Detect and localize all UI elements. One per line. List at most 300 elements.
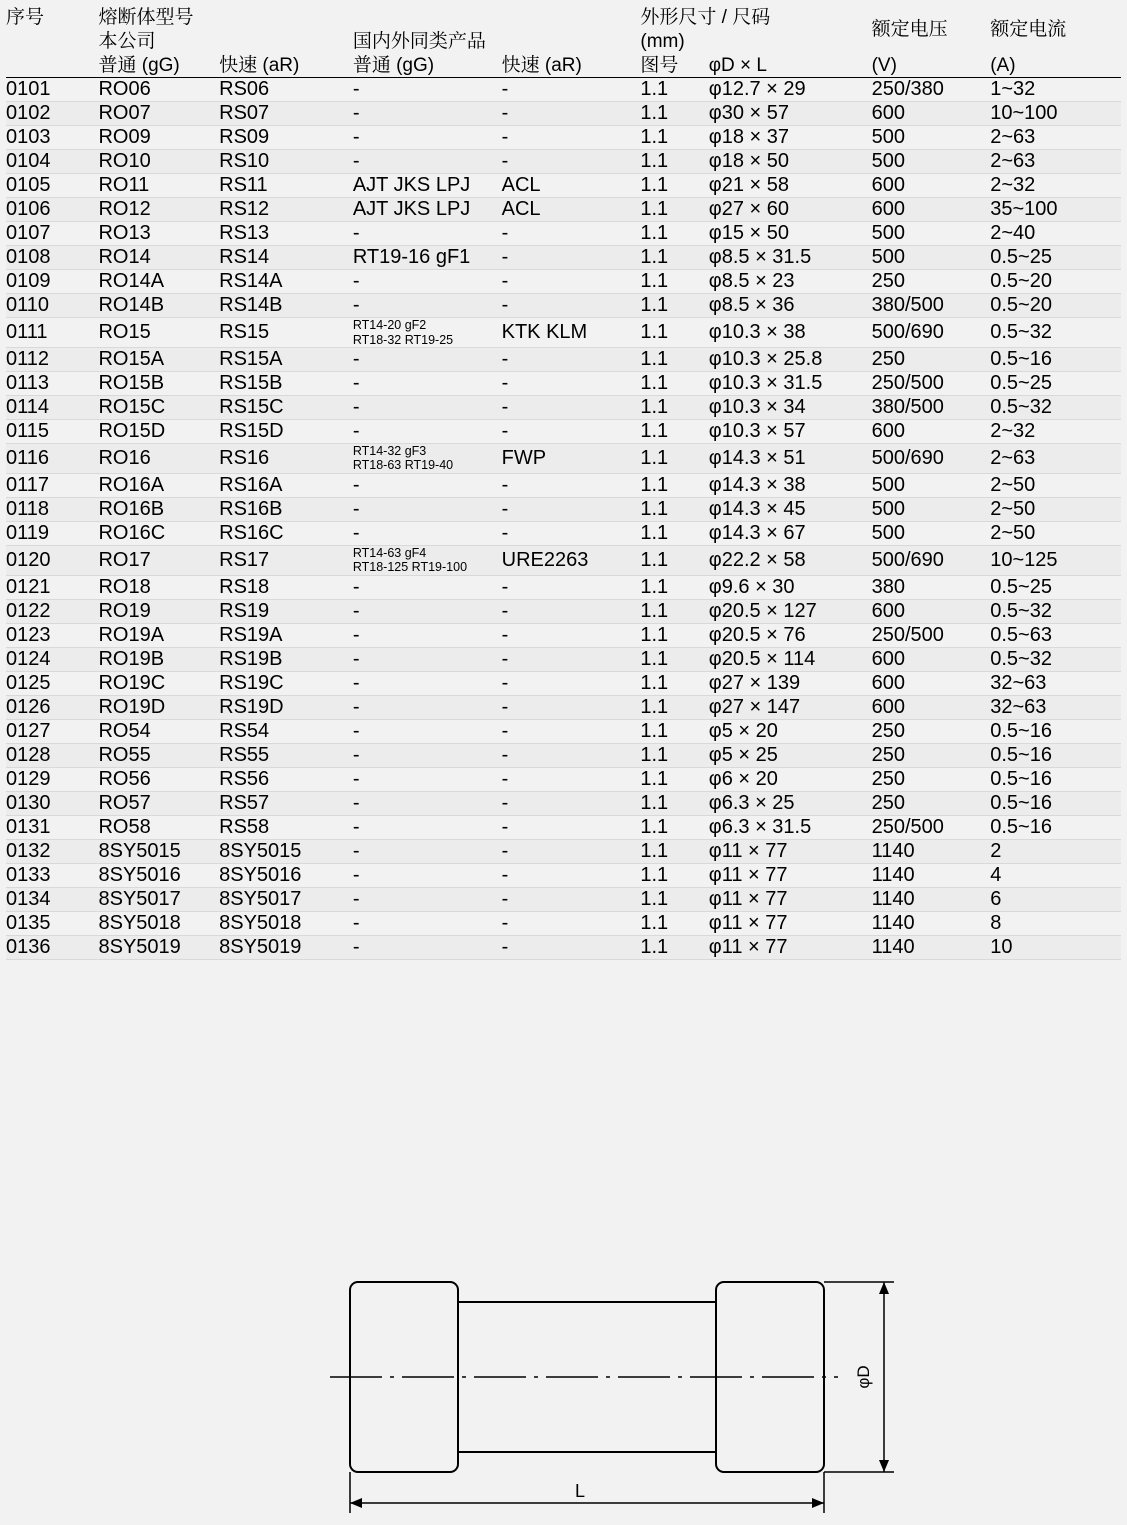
- cell-fig-no: 1.1: [640, 126, 708, 150]
- cell-dimension: φ21 × 58: [709, 174, 872, 198]
- cell-ar-company: RS15: [219, 318, 353, 348]
- cell-dimension: φ18 × 37: [709, 126, 872, 150]
- cell-dimension: φ6.3 × 25: [709, 791, 872, 815]
- cell-gg-other: -: [353, 671, 502, 695]
- cell-ar-other: ACL: [502, 198, 641, 222]
- cell-dimension: φ14.3 × 67: [709, 521, 872, 545]
- cell-ar-company: RS13: [219, 222, 353, 246]
- cell-fig-no: 1.1: [640, 150, 708, 174]
- cell-current: 0.5~16: [990, 791, 1121, 815]
- cell-gg-company: 8SY5018: [98, 911, 219, 935]
- cell-ar-company: RS19D: [219, 695, 353, 719]
- cell-ar-company: RS07: [219, 102, 353, 126]
- table-row: [6, 863, 1121, 887]
- header-normal-gg-1: 普通 (gG): [98, 54, 180, 76]
- cell-current: 0.5~32: [990, 647, 1121, 671]
- cell-current: 0.5~20: [990, 270, 1121, 294]
- cell-gg-other: -: [353, 270, 502, 294]
- cell-fig-no: 1.1: [640, 78, 708, 102]
- cell-gg-company: RO55: [98, 743, 219, 767]
- cell-gg-other: -: [353, 695, 502, 719]
- cell-ar-other: -: [502, 420, 641, 444]
- cell-dimension: φ22.2 × 58: [709, 545, 872, 575]
- cell-fig-no: 1.1: [640, 839, 708, 863]
- cell-fig-no: 1.1: [640, 863, 708, 887]
- cell-voltage: 250: [872, 719, 991, 743]
- cell-voltage: 600: [872, 174, 991, 198]
- cell-ar-other: -: [502, 150, 641, 174]
- cell-gg-other: -: [353, 935, 502, 959]
- cell-voltage: 500: [872, 126, 991, 150]
- length-label: L: [574, 1481, 586, 1501]
- table-row: [6, 671, 1121, 695]
- cell-ar-other: -: [502, 348, 641, 372]
- cell-current: 2~63: [990, 126, 1121, 150]
- cell-gg-other: -: [353, 521, 502, 545]
- cell-ar-other: -: [502, 270, 641, 294]
- cell-gg-company: RO06: [98, 78, 219, 102]
- cell-gg-company: RO14: [98, 246, 219, 270]
- cell-current: 0.5~25: [990, 372, 1121, 396]
- header-our-company: 本公司: [98, 30, 156, 52]
- cell-dimension: φ20.5 × 127: [709, 599, 872, 623]
- cell-gg-other: [353, 318, 502, 348]
- cell-fig-no: 1.1: [640, 545, 708, 575]
- table-row: [6, 174, 1121, 198]
- cell-gg-other: RT19-16 gF1: [353, 246, 502, 270]
- cell-dimension: φ14.3 × 51: [709, 444, 872, 474]
- cell-ar-company: RS16C: [219, 521, 353, 545]
- cell-dimension: φ11 × 77: [709, 911, 872, 935]
- cell-fig-no: 1.1: [640, 575, 708, 599]
- cell-dimension: φ15 × 50: [709, 222, 872, 246]
- cell-gg-company: RO19: [98, 599, 219, 623]
- cell-no: 0104: [6, 150, 98, 174]
- cell-gg-other: -: [353, 420, 502, 444]
- cell-fig-no: 1.1: [640, 270, 708, 294]
- cell-current: 0.5~32: [990, 396, 1121, 420]
- cell-ar-company: RS06: [219, 78, 353, 102]
- cell-gg-other-line2: RT18-125 RT19-100: [352, 560, 468, 575]
- cell-no: 0105: [6, 174, 98, 198]
- cell-no: 0106: [6, 198, 98, 222]
- cell-ar-company: RS58: [219, 815, 353, 839]
- cell-dimension: φ10.3 × 34: [709, 396, 872, 420]
- cell-current: 2~50: [990, 521, 1121, 545]
- cell-fig-no: 1.1: [640, 348, 708, 372]
- fuse-specification-table: [6, 0, 1121, 960]
- cell-ar-other: -: [502, 887, 641, 911]
- cell-fig-no: 1.1: [640, 174, 708, 198]
- cell-current: 0.5~63: [990, 623, 1121, 647]
- cell-no: 0129: [6, 767, 98, 791]
- cell-fig-no: 1.1: [640, 396, 708, 420]
- cell-dimension: φ9.6 × 30: [709, 575, 872, 599]
- cell-ar-other: -: [502, 719, 641, 743]
- cell-voltage: 500: [872, 521, 991, 545]
- cell-voltage: 250/380: [872, 78, 991, 102]
- cell-ar-company: RS16B: [219, 497, 353, 521]
- header-same-products: 国内外同类产品: [352, 30, 486, 52]
- cell-fig-no: 1.1: [640, 671, 708, 695]
- cell-gg-other-line1: RT14-32 gF3: [352, 444, 427, 458]
- cell-ar-other: -: [502, 126, 641, 150]
- cell-ar-other: -: [502, 623, 641, 647]
- cell-gg-company: 8SY5016: [98, 863, 219, 887]
- cell-ar-company: RS10: [219, 150, 353, 174]
- cell-dimension: φ11 × 77: [709, 935, 872, 959]
- cell-ar-company: RS57: [219, 791, 353, 815]
- cell-gg-company: RO09: [98, 126, 219, 150]
- table-row: [6, 599, 1121, 623]
- cell-ar-other: -: [502, 575, 641, 599]
- header-fast-ar-2: 快速 (aR): [501, 54, 582, 76]
- header-model-group: 熔断体型号: [98, 7, 194, 28]
- cell-voltage: 600: [872, 695, 991, 719]
- cell-gg-company: RO19C: [98, 671, 219, 695]
- cell-ar-other: -: [502, 935, 641, 959]
- cell-gg-other: -: [353, 815, 502, 839]
- cell-gg-company: RO58: [98, 815, 219, 839]
- cell-current: 2~63: [990, 150, 1121, 174]
- cell-current: 2~32: [990, 174, 1121, 198]
- cell-dimension: φ5 × 20: [709, 719, 872, 743]
- cell-ar-company: RS19B: [219, 647, 353, 671]
- cell-voltage: 250/500: [872, 372, 991, 396]
- cell-gg-other-line2: RT18-32 RT19-25: [352, 332, 454, 347]
- cell-ar-other: URE2263: [502, 545, 641, 575]
- cell-voltage: 600: [872, 420, 991, 444]
- cell-current: 32~63: [990, 695, 1121, 719]
- diameter-label: φD: [854, 1365, 873, 1389]
- cell-current: 2~50: [990, 473, 1121, 497]
- cell-fig-no: 1.1: [640, 246, 708, 270]
- cell-ar-other: -: [502, 396, 641, 420]
- cell-dimension: φ11 × 77: [709, 863, 872, 887]
- cell-gg-company: RO19B: [98, 647, 219, 671]
- cell-ar-other: -: [502, 647, 641, 671]
- cell-no: 0111: [6, 318, 98, 348]
- cell-fig-no: 1.1: [640, 647, 708, 671]
- table-row: [6, 294, 1121, 318]
- cell-gg-company: RO16: [98, 444, 219, 474]
- cell-fig-no: 1.1: [640, 935, 708, 959]
- cell-ar-company: RS11: [219, 174, 353, 198]
- cell-voltage: 250: [872, 767, 991, 791]
- cell-no: 0119: [6, 521, 98, 545]
- cell-dimension: φ20.5 × 114: [709, 647, 872, 671]
- cell-fig-no: 1.1: [640, 222, 708, 246]
- cell-ar-other: -: [502, 911, 641, 935]
- cell-ar-company: RS19: [219, 599, 353, 623]
- table-row: [6, 348, 1121, 372]
- cell-gg-other-line2: RT18-63 RT19-40: [352, 458, 454, 473]
- cell-gg-company: RO16C: [98, 521, 219, 545]
- cell-dimension: φ27 × 139: [709, 671, 872, 695]
- diameter-arrow-top: [879, 1282, 889, 1294]
- cell-fig-no: 1.1: [640, 767, 708, 791]
- cell-ar-company: RS19A: [219, 623, 353, 647]
- cell-ar-other: -: [502, 599, 641, 623]
- table-row: [6, 270, 1121, 294]
- cell-voltage: 600: [872, 198, 991, 222]
- cell-no: 0121: [6, 575, 98, 599]
- cell-voltage: 250/500: [872, 815, 991, 839]
- cell-voltage: 500: [872, 246, 991, 270]
- cell-dimension: φ11 × 77: [709, 887, 872, 911]
- cell-gg-company: RO15C: [98, 396, 219, 420]
- cell-ar-company: RS14B: [219, 294, 353, 318]
- cell-gg-company: RO54: [98, 719, 219, 743]
- cell-ar-company: 8SY5016: [219, 863, 353, 887]
- cell-gg-other: AJT JKS LPJ: [353, 198, 502, 222]
- cell-gg-company: RO57: [98, 791, 219, 815]
- cell-dimension: φ11 × 77: [709, 839, 872, 863]
- table-row: [6, 575, 1121, 599]
- cell-gg-other: -: [353, 599, 502, 623]
- cell-no: 0115: [6, 420, 98, 444]
- cell-ar-other: -: [502, 497, 641, 521]
- cell-gg-other: -: [353, 78, 502, 102]
- cell-gg-other: -: [353, 647, 502, 671]
- cell-ar-other: -: [502, 473, 641, 497]
- header-blank-1: [6, 30, 98, 54]
- cell-voltage: 500: [872, 222, 991, 246]
- header-voltage-unit: (V): [871, 54, 897, 76]
- table-row: [6, 102, 1121, 126]
- cell-fig-no: 1.1: [640, 372, 708, 396]
- cell-dimension: φ18 × 50: [709, 150, 872, 174]
- cell-ar-company: RS12: [219, 198, 353, 222]
- cell-ar-company: RS17: [219, 545, 353, 575]
- cell-gg-other: -: [353, 911, 502, 935]
- cell-voltage: 1140: [872, 887, 991, 911]
- cell-gg-other: -: [353, 863, 502, 887]
- cell-fig-no: 1.1: [640, 719, 708, 743]
- cell-fig-no: 1.1: [640, 473, 708, 497]
- cell-gg-other: -: [353, 473, 502, 497]
- cell-gg-company: RO11: [98, 174, 219, 198]
- header-normal-gg-2: 普通 (gG): [352, 54, 435, 76]
- cell-dimension: φ12.7 × 29: [709, 78, 872, 102]
- cell-ar-company: RS15A: [219, 348, 353, 372]
- cell-ar-company: RS56: [219, 767, 353, 791]
- header-voltage: 额定电压: [871, 18, 948, 40]
- cell-gg-other: -: [353, 372, 502, 396]
- header-dimension-unit: (mm): [640, 30, 685, 52]
- cell-ar-other: -: [502, 743, 641, 767]
- cell-no: 0120: [6, 545, 98, 575]
- cell-gg-other: -: [353, 348, 502, 372]
- cell-current: 2: [990, 839, 1121, 863]
- cell-ar-other: -: [502, 78, 641, 102]
- fuse-dimension-drawing: [0, 1270, 1127, 1525]
- table-row: [6, 521, 1121, 545]
- cell-fig-no: 1.1: [640, 420, 708, 444]
- table-row: [6, 222, 1121, 246]
- cell-gg-other: -: [353, 719, 502, 743]
- header-dxl: φD × L: [708, 54, 767, 76]
- cell-no: 0133: [6, 863, 98, 887]
- table-row: [6, 767, 1121, 791]
- cell-no: 0110: [6, 294, 98, 318]
- cell-fig-no: 1.1: [640, 444, 708, 474]
- cell-gg-company: RO15: [98, 318, 219, 348]
- cell-dimension: φ8.5 × 31.5: [709, 246, 872, 270]
- cell-gg-other: -: [353, 575, 502, 599]
- cell-gg-company: 8SY5019: [98, 935, 219, 959]
- length-arrow-right: [812, 1498, 824, 1508]
- drawing-svg: [0, 1270, 1127, 1525]
- cell-ar-company: RS18: [219, 575, 353, 599]
- cell-ar-company: RS14A: [219, 270, 353, 294]
- cell-current: 2~63: [990, 444, 1121, 474]
- cell-no: 0128: [6, 743, 98, 767]
- table-header: [6, 0, 1121, 78]
- cell-gg-other: -: [353, 887, 502, 911]
- cell-ar-company: RS55: [219, 743, 353, 767]
- cell-gg-company: RO12: [98, 198, 219, 222]
- cell-ar-other: ACL: [502, 174, 641, 198]
- header-current: 额定电流: [990, 18, 1067, 40]
- table-row: [6, 647, 1121, 671]
- cell-voltage: 500/690: [872, 318, 991, 348]
- cell-gg-other-line1: RT14-63 gF4: [352, 545, 427, 560]
- cell-ar-company: RS15D: [219, 420, 353, 444]
- cell-current: 35~100: [990, 198, 1121, 222]
- table-row: [6, 372, 1121, 396]
- cell-dimension: φ8.5 × 23: [709, 270, 872, 294]
- cell-no: 0132: [6, 839, 98, 863]
- cell-voltage: 380/500: [872, 396, 991, 420]
- cell-current: 0.5~16: [990, 348, 1121, 372]
- cell-current: 0.5~32: [990, 318, 1121, 348]
- cell-no: 0114: [6, 396, 98, 420]
- length-arrow-left: [350, 1498, 362, 1508]
- cell-no: 0136: [6, 935, 98, 959]
- cell-current: 0.5~16: [990, 719, 1121, 743]
- cell-no: 0107: [6, 222, 98, 246]
- cell-dimension: φ14.3 × 38: [709, 473, 872, 497]
- cell-fig-no: 1.1: [640, 599, 708, 623]
- cell-fig-no: 1.1: [640, 521, 708, 545]
- cell-gg-other: -: [353, 497, 502, 521]
- cell-current: 10: [990, 935, 1121, 959]
- cell-gg-company: RO19A: [98, 623, 219, 647]
- cell-no: 0113: [6, 372, 98, 396]
- cell-voltage: 500/690: [872, 444, 991, 474]
- table-row: [6, 743, 1121, 767]
- cell-no: 0134: [6, 887, 98, 911]
- cell-voltage: 1140: [872, 839, 991, 863]
- cell-gg-company: RO10: [98, 150, 219, 174]
- cell-fig-no: 1.1: [640, 294, 708, 318]
- cell-voltage: 1140: [872, 935, 991, 959]
- cell-gg-company: RO15D: [98, 420, 219, 444]
- cell-voltage: 250: [872, 348, 991, 372]
- cell-fig-no: 1.1: [640, 318, 708, 348]
- cell-voltage: 600: [872, 102, 991, 126]
- header-blank-2: [6, 54, 98, 78]
- cell-ar-company: RS15C: [219, 396, 353, 420]
- cell-gg-other: -: [353, 623, 502, 647]
- cell-ar-company: 8SY5017: [219, 887, 353, 911]
- cell-gg-other: -: [353, 126, 502, 150]
- cell-fig-no: 1.1: [640, 887, 708, 911]
- cell-gg-company: RO15B: [98, 372, 219, 396]
- cell-fig-no: 1.1: [640, 497, 708, 521]
- diameter-arrow-bottom: [879, 1460, 889, 1472]
- cell-voltage: 1140: [872, 863, 991, 887]
- cell-gg-company: RO16B: [98, 497, 219, 521]
- cell-fig-no: 1.1: [640, 198, 708, 222]
- cell-fig-no: 1.1: [640, 743, 708, 767]
- cell-current: 4: [990, 863, 1121, 887]
- header-no: 序号: [6, 7, 45, 28]
- header-fig-no: 图号: [640, 54, 679, 76]
- cell-voltage: 500: [872, 473, 991, 497]
- table-row: [6, 126, 1121, 150]
- cell-gg-other: [353, 545, 502, 575]
- cell-dimension: φ6.3 × 31.5: [709, 815, 872, 839]
- cell-ar-other: -: [502, 815, 641, 839]
- cell-current: 1~32: [990, 78, 1121, 102]
- cell-ar-company: 8SY5018: [219, 911, 353, 935]
- table-row: [6, 150, 1121, 174]
- table-row: [6, 839, 1121, 863]
- cell-gg-other: -: [353, 743, 502, 767]
- cell-ar-other: -: [502, 863, 641, 887]
- header-fast-ar-1: 快速 (aR): [219, 54, 300, 76]
- cell-gg-company: 8SY5017: [98, 887, 219, 911]
- table-row: [6, 396, 1121, 420]
- cell-gg-other: -: [353, 222, 502, 246]
- cell-voltage: 600: [872, 647, 991, 671]
- header-row-3: [6, 54, 1121, 78]
- cell-ar-company: RS14: [219, 246, 353, 270]
- cell-ar-other: FWP: [502, 444, 641, 474]
- table-row: [6, 198, 1121, 222]
- cell-no: 0117: [6, 473, 98, 497]
- cell-dimension: φ10.3 × 38: [709, 318, 872, 348]
- cell-dimension: φ30 × 57: [709, 102, 872, 126]
- cell-ar-company: RS19C: [219, 671, 353, 695]
- cell-gg-other: -: [353, 839, 502, 863]
- cell-dimension: φ10.3 × 57: [709, 420, 872, 444]
- cell-no: 0116: [6, 444, 98, 474]
- cell-ar-company: RS09: [219, 126, 353, 150]
- cell-ar-other: -: [502, 839, 641, 863]
- cell-current: 32~63: [990, 671, 1121, 695]
- cell-dimension: φ20.5 × 76: [709, 623, 872, 647]
- cell-gg-other: -: [353, 150, 502, 174]
- cell-voltage: 500/690: [872, 545, 991, 575]
- cell-gg-company: RO14B: [98, 294, 219, 318]
- cell-dimension: φ10.3 × 25.8: [709, 348, 872, 372]
- table-row: [6, 935, 1121, 959]
- cell-gg-company: RO17: [98, 545, 219, 575]
- cell-voltage: 250: [872, 743, 991, 767]
- table-row: [6, 545, 1121, 575]
- cell-dimension: φ5 × 25: [709, 743, 872, 767]
- cell-voltage: 600: [872, 671, 991, 695]
- cell-no: 0124: [6, 647, 98, 671]
- cell-ar-company: RS54: [219, 719, 353, 743]
- header-row-1: [6, 0, 1121, 30]
- cell-current: 10~125: [990, 545, 1121, 575]
- cell-current: 0.5~25: [990, 246, 1121, 270]
- cell-gg-other: -: [353, 767, 502, 791]
